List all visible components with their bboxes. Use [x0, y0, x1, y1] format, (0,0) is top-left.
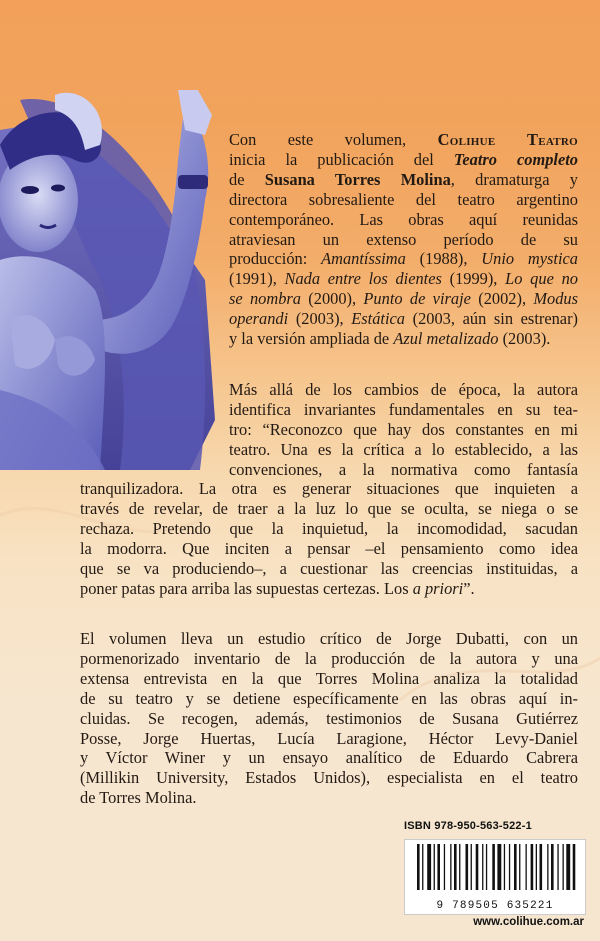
- barcode-bar: [437, 844, 440, 890]
- barcode-bar: [422, 844, 423, 890]
- barcode-bar: [504, 844, 505, 890]
- barcode-digits: 9 789505 635221: [436, 900, 554, 912]
- barcode-bar: [547, 844, 548, 890]
- publisher-name: Colihue Teatro: [437, 130, 578, 149]
- barcode-bar: [417, 844, 420, 890]
- barcode-bar: [482, 844, 483, 890]
- barcode-bar: [497, 844, 501, 890]
- quote-paragraph-bottom: tranquilizadora. La otra es generar situaciones que inquieten a través de revelar, de traer a la luz lo que se oculta, se niega o se rechaza. Pretendo que la inquietud, la incomodidad, sacudan la modorra. Que inciten a pensar –el pensamiento como idea que se va produciendo–, a cuestionar las creencias instituidas, a poner patas para arriba las supuestas certezas. Los a priori”.: [80, 479, 578, 598]
- barcode-bar: [551, 844, 554, 890]
- barcode-bar: [450, 844, 451, 890]
- barcode-bar: [563, 844, 564, 890]
- barcode-bar: [540, 844, 543, 890]
- barcode-bar: [471, 844, 472, 890]
- barcode-bar: [519, 844, 520, 890]
- barcode-bar: [492, 844, 495, 890]
- barcode-bar: [454, 844, 457, 890]
- quote-paragraph-top: Más allá de los cambios de época, la autora identifica invariantes fundamentales en su tea- tro: “Reconozco que hay dos constantes en mi teatro. Una es la crítica a lo establecido, a las convenciones, a la normativa como fantasía: [229, 380, 578, 479]
- publisher-website: www.colihue.com.ar: [473, 916, 584, 928]
- barcode-bars: [405, 844, 585, 902]
- barcode-bar: [444, 844, 445, 890]
- barcode-bar: [531, 844, 534, 890]
- collection-title: Teatro completo: [453, 149, 578, 169]
- barcode-bar: [466, 844, 469, 890]
- barcode-bar: [427, 844, 431, 890]
- barcode-bar: [573, 844, 576, 890]
- barcode-bar: [536, 844, 537, 890]
- barcode-bar: [514, 844, 517, 890]
- actress-photo: [0, 90, 225, 470]
- study-paragraph: El volumen lleva un estudio crítico de Jorge Dubatti, con un pormenorizado inventario de la producción de la autora y una extensa entrevista en la que Torres Molina analiza la totalidad de su teatro y se detiene específicamente en las obras aquí in- cluidas. Se recogen, además, testimonios de Susana Gutiérrez Posse, Jorge Huertas, Lucía Laragione, Héctor Levy-Daniel y Víctor Winer y un ensayo analítico de Eduardo Cabrera (Millikin University, Estados Unidos), especialista en el teatro de Torres Molina.: [80, 629, 578, 808]
- barcode-bar: [486, 844, 487, 890]
- barcode-bar: [476, 844, 479, 890]
- barcode-bar: [434, 844, 435, 890]
- barcode-bar: [557, 844, 558, 890]
- isbn-label: ISBN 978-950-563-522-1: [404, 820, 532, 832]
- intro-paragraph: Con este volumen, Colihue Teatro inicia la publicación del Teatro completo de Susana Torres Molina, dramaturga y directora sobresaliente del teatro argentino contemporáneo. Las obras aquí reunidas atraviesan un extenso período de su producción: Amantíssima (1988), Unio mystica (1991), Nada entre los dientes (1999), Lo que no se nombra (2000), Punto de viraje (2002), Modus operandi (2003), Estática (2003, aún sin estrenar) y la versión ampliada de Azul metalizado (2003).: [229, 130, 578, 349]
- barcode-bar: [509, 844, 510, 890]
- barcode-bar: [459, 844, 460, 890]
- author-name: Susana Torres Molina: [264, 169, 451, 189]
- barcode: [404, 839, 586, 915]
- barcode-bar: [526, 844, 527, 890]
- barcode-bar: [566, 844, 570, 890]
